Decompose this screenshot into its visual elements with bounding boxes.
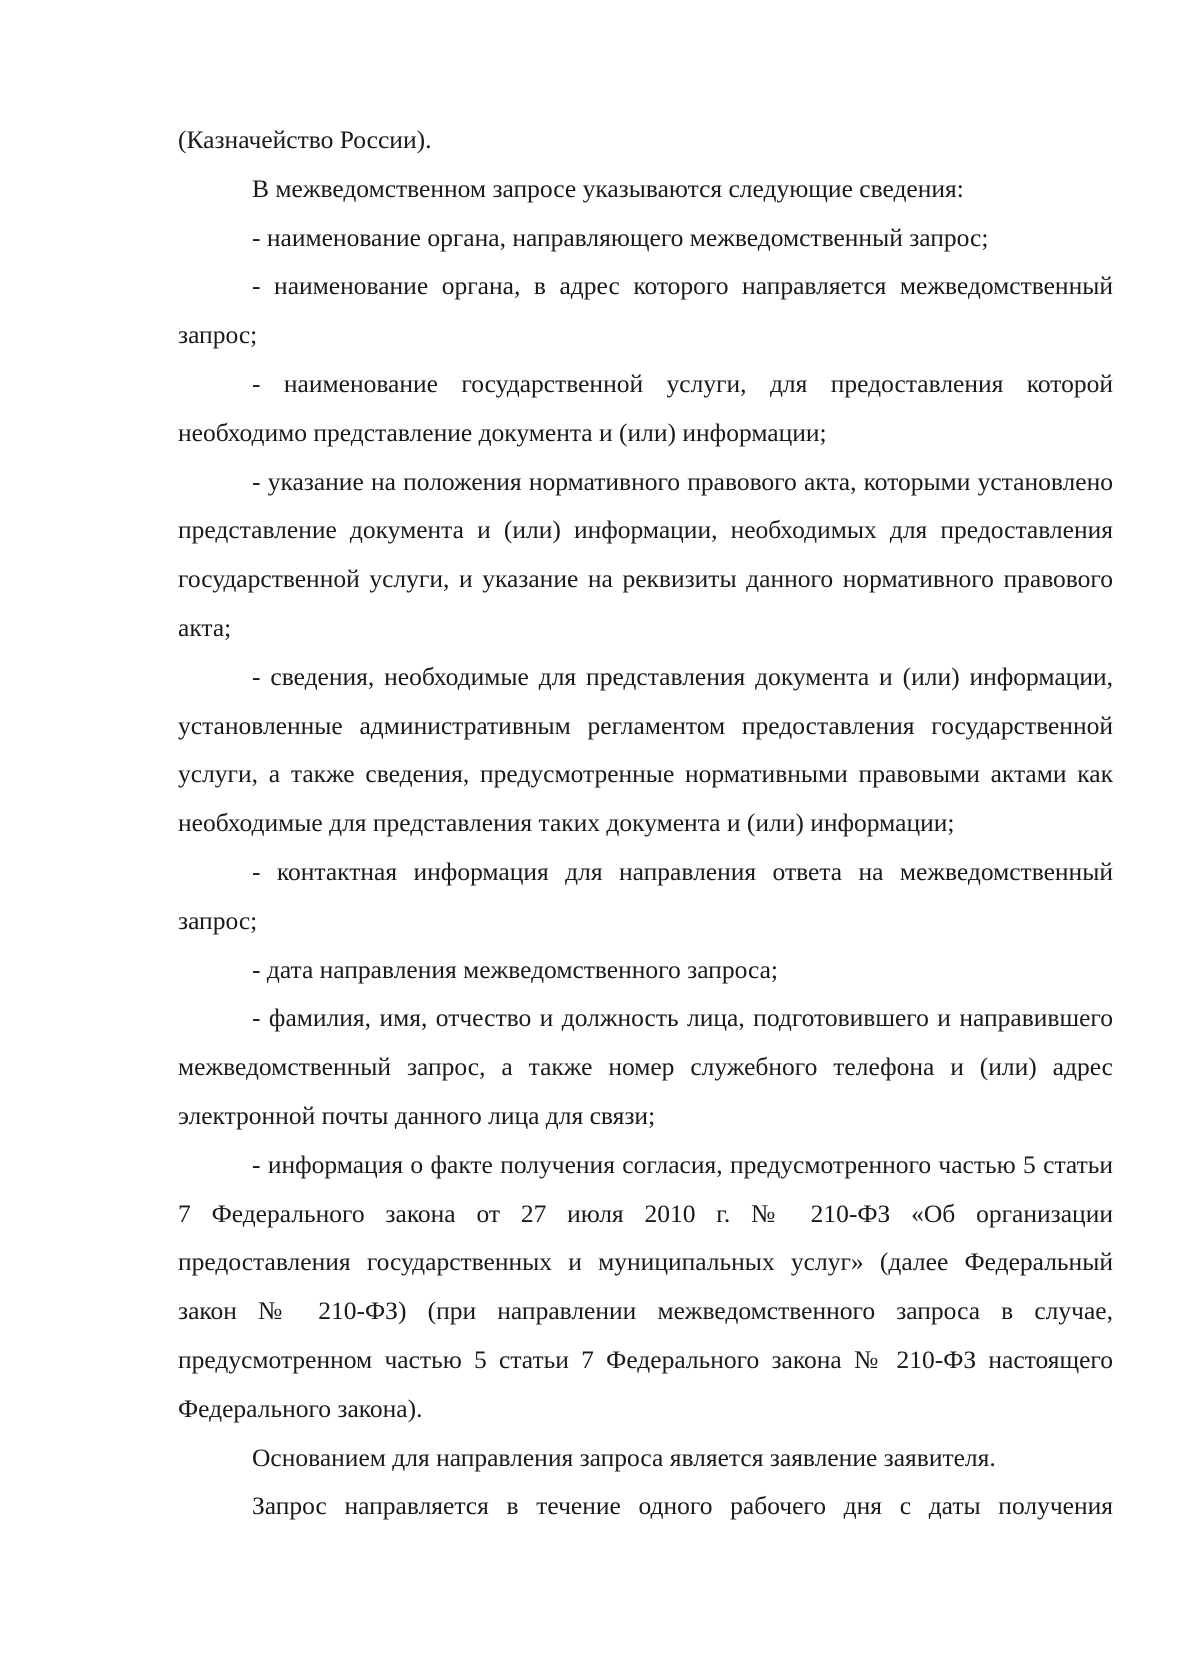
paragraph-1: (Казначейство России). [178, 125, 432, 154]
list-item-6: - контактная информация для направления ответа на межведомственный запрос; [178, 856, 1113, 935]
list-item-4: - указание на положения нормативного правового акта, которыми установлено представление документа и (или) информации, необходимых для предоставления государственной услуги, и указание на реквизиты данного нормативного правового акта; [178, 466, 1113, 642]
paragraph-basis: Основанием для направления запроса является заявление заявителя. [252, 1442, 996, 1472]
paragraph-2: В межведомственном запросе указываются следующие сведения: [252, 173, 964, 203]
list-item-8: - фамилия, имя, отчество и должность лица, подготовившего и направившего межведомственный запрос, а также номер служебного телефона и (или) адрес электронной почты данного лица для связи; [178, 1003, 1113, 1130]
list-item-5: - сведения, необходимые для представления документа и (или) информации, установленные административным регламентом предоставления государственной услуги, а также сведения, предусмотренные нормативными правовыми актами как необходимые для представления таких документа и (или) информации; [178, 661, 1113, 838]
list-item-2: - наименование органа, в адрес которого направляется межведомственный запрос; [178, 271, 1113, 350]
document-body [178, 116, 1113, 1531]
paragraph-deadline: Запрос направляется в течение одного рабочего дня с даты получения [252, 1491, 1113, 1521]
list-item-1: - наименование органа, направляющего межведомственный запрос; [252, 222, 989, 252]
list-item-3: - наименование государственной услуги, для предоставления которой необходимо представление документа и (или) информации; [178, 368, 1113, 447]
list-item-9: - информация о факте получения согласия, предусмотренного частью 5 статьи 7 Федерального закона от 27 июля 2010 г. № 210-ФЗ «Об организации предоставления государственных и муниципальных услуг» (далее Федеральный закон № 210-ФЗ) (при направлении межведомственного запроса в случае, предусмотренном частью 5 статьи 7 Федерального закона № 210-ФЗ настоящего Федерального закона). [178, 1149, 1113, 1423]
list-item-7: - дата направления межведомственного запроса; [252, 954, 778, 984]
